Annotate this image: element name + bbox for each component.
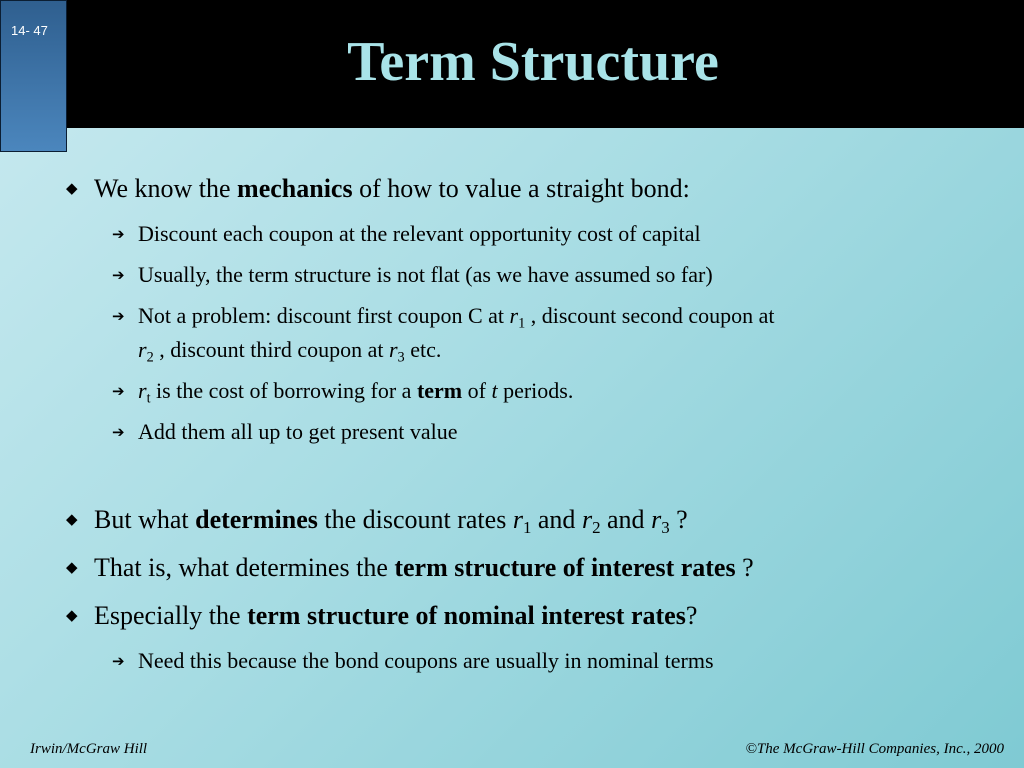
diamond-bullet-icon: ◆ [66, 560, 78, 576]
arrow-bullet-icon: ➔ [112, 225, 125, 243]
slide-title: Term Structure [347, 31, 719, 93]
arrow-bullet-icon: ➔ [112, 307, 125, 325]
slide-number: 14- 47 [11, 23, 48, 38]
arrow-bullet-icon: ➔ [112, 423, 125, 441]
arrow-bullet-icon: ➔ [112, 266, 125, 284]
footer-copyright: ©The McGraw-Hill Companies, Inc., 2000 [745, 741, 1004, 757]
footer-publisher: Irwin/McGraw Hill [30, 741, 148, 757]
diamond-bullet-icon: ◆ [66, 181, 78, 197]
diamond-bullet-icon: ◆ [66, 608, 78, 624]
diamond-bullet-icon: ◆ [66, 512, 78, 528]
arrow-bullet-icon: ➔ [112, 382, 125, 400]
arrow-bullet-icon: ➔ [112, 652, 125, 670]
